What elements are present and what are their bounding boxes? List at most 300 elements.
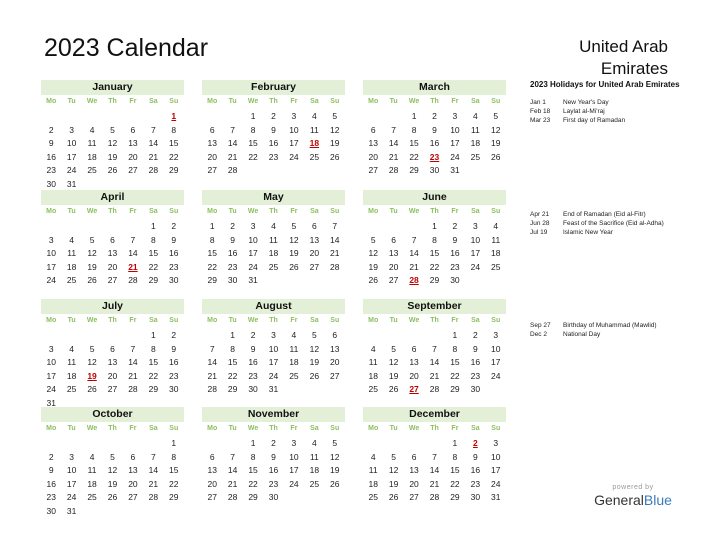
day-cell: 18 — [268, 248, 279, 258]
day-cell: 15 — [409, 138, 419, 148]
empty-cell — [102, 437, 122, 451]
day-cell: 30 — [248, 384, 258, 394]
weekday-label: Mo — [368, 208, 379, 215]
weekday-header — [41, 425, 184, 435]
day-cell: 9 — [230, 234, 235, 245]
day-cell: 2 — [48, 451, 54, 462]
day-cell: 15 — [227, 357, 238, 367]
day-cell: 16 — [46, 151, 56, 162]
day-cell: 8 — [150, 234, 156, 245]
day-cell: 8 — [171, 451, 177, 462]
month-name: October — [41, 407, 184, 422]
day-cell: 31 — [46, 397, 56, 408]
weekday-label: Su — [169, 317, 179, 324]
month-name: November — [202, 407, 345, 422]
day-cell: 11 — [368, 357, 378, 367]
weekday-label: Sa — [471, 208, 480, 215]
day-cell: 11 — [491, 234, 501, 245]
day-cell: 27 — [409, 492, 419, 502]
weekday-label: Mo — [46, 98, 57, 105]
day-cell: 20 — [330, 357, 340, 367]
day-cell: 6 — [209, 451, 215, 462]
day-cell: 10 — [470, 234, 481, 245]
empty-cell — [102, 329, 122, 343]
day-cell: 7 — [230, 124, 235, 135]
day-cell: 27 — [107, 384, 118, 394]
weekday-label: We — [247, 425, 259, 432]
day-cell: 27 — [207, 165, 217, 175]
day-cell: 15 — [169, 138, 179, 148]
day-cell: 31 — [450, 165, 460, 175]
day-cell: 25 — [309, 151, 320, 162]
month-11 — [363, 407, 506, 505]
day-cell: 24 — [268, 370, 279, 381]
weekday-label: Fr — [129, 98, 137, 105]
day-cell: 11 — [87, 138, 97, 148]
empty-cell — [82, 220, 102, 234]
day-cell: 24 — [289, 151, 299, 162]
month-name: July — [41, 299, 184, 314]
empty-cell — [82, 110, 102, 124]
day-cell: 15 — [248, 465, 258, 475]
day-cell: 11 — [470, 124, 480, 135]
day-cell: 29 — [227, 384, 238, 394]
day-cell: 26 — [107, 492, 118, 502]
day-cell: 31 — [66, 505, 77, 516]
empty-cell — [143, 437, 163, 451]
weekday-label: We — [408, 317, 420, 324]
weekday-label: Th — [269, 425, 278, 432]
day-cell: 27 — [388, 275, 399, 285]
day-cell: 2 — [432, 111, 437, 121]
holiday-day-cell: 18 — [309, 138, 320, 148]
day-cell: 20 — [128, 151, 138, 162]
day-cell: 18 — [309, 465, 320, 475]
empty-cell — [143, 110, 163, 124]
day-cell: 10 — [289, 124, 299, 135]
day-cell: 26 — [330, 151, 340, 162]
weekday-label: Su — [330, 317, 340, 324]
day-cell: 15 — [429, 248, 440, 258]
day-cell: 26 — [87, 384, 97, 394]
day-cell: 14 — [388, 138, 399, 148]
day-cell: 14 — [128, 357, 138, 367]
day-cell: 12 — [87, 248, 97, 258]
day-cell: 29 — [148, 275, 159, 285]
day-cell: 24 — [66, 492, 77, 502]
day-cell: 4 — [370, 343, 376, 354]
month-8 — [363, 299, 506, 397]
month-7 — [202, 299, 345, 397]
day-cell: 27 — [107, 275, 118, 285]
day-cell: 5 — [332, 111, 338, 121]
day-cell: 31 — [268, 384, 279, 394]
day-cell: 6 — [411, 343, 417, 354]
holiday-date: Sep 27 — [530, 322, 551, 329]
day-cell: 23 — [470, 478, 481, 489]
day-cell: 6 — [110, 234, 115, 245]
day-cell: 17 — [470, 248, 481, 258]
day-cell: 8 — [250, 124, 256, 135]
day-cell: 23 — [46, 165, 56, 175]
day-cell: 9 — [432, 124, 437, 135]
weekday-label: Sa — [149, 208, 158, 215]
weekday-label: Fr — [451, 317, 459, 324]
day-cell: 30 — [470, 384, 481, 394]
weekday-label: Tu — [389, 98, 398, 105]
day-cell: 22 — [169, 478, 179, 489]
day-cell: 9 — [271, 451, 276, 462]
weekday-label: Fr — [451, 425, 459, 432]
weekday-label: We — [247, 208, 259, 215]
day-cell: 15 — [450, 465, 460, 475]
holiday-day-cell: 1 — [171, 111, 177, 121]
weekday-label: Sa — [310, 317, 319, 324]
day-cell: 28 — [128, 275, 138, 285]
day-cell: 23 — [470, 370, 481, 381]
day-cell: 9 — [171, 343, 177, 354]
day-cell: 14 — [409, 248, 419, 258]
weekday-label: Sa — [471, 98, 480, 105]
day-cell: 1 — [452, 438, 458, 448]
day-grid — [363, 437, 506, 505]
empty-cell — [202, 110, 222, 124]
weekday-label: Su — [169, 208, 179, 215]
day-cell: 14 — [148, 138, 159, 148]
day-cell: 25 — [470, 151, 481, 162]
holiday-name: First day of Ramadan — [563, 117, 626, 124]
day-cell: 24 — [491, 370, 501, 381]
day-cell: 13 — [128, 465, 138, 475]
day-cell: 18 — [491, 248, 501, 258]
day-cell: 9 — [472, 451, 478, 462]
day-cell: 15 — [450, 357, 460, 367]
day-cell: 24 — [248, 261, 258, 272]
month-0 — [41, 80, 184, 191]
day-cell: 3 — [69, 124, 74, 135]
day-cell: 18 — [87, 478, 97, 489]
empty-cell — [82, 437, 102, 451]
day-grid — [202, 329, 345, 397]
day-cell: 24 — [46, 384, 56, 394]
weekday-label: Tu — [228, 98, 237, 105]
weekday-label: Sa — [310, 425, 319, 432]
day-cell: 17 — [66, 151, 77, 162]
day-cell: 17 — [289, 138, 299, 148]
day-cell: 6 — [332, 330, 338, 340]
day-cell: 20 — [309, 248, 320, 258]
day-cell: 8 — [209, 234, 215, 245]
day-cell: 3 — [291, 438, 297, 448]
powered-by-text: powered by — [612, 484, 654, 491]
day-cell: 7 — [150, 451, 156, 462]
day-cell: 11 — [269, 234, 278, 245]
day-cell: 29 — [450, 384, 460, 394]
day-cell: 4 — [493, 221, 499, 231]
weekday-label: Sa — [149, 317, 158, 324]
day-cell: 25 — [268, 261, 279, 272]
day-cell: 5 — [311, 330, 317, 340]
weekday-label: Su — [491, 317, 501, 324]
day-cell: 4 — [271, 221, 276, 231]
day-cell: 9 — [452, 234, 458, 245]
day-cell: 9 — [171, 234, 177, 245]
day-cell: 17 — [268, 357, 279, 367]
day-cell: 26 — [388, 384, 399, 394]
empty-cell — [404, 220, 424, 234]
day-cell: 26 — [368, 275, 378, 285]
day-cell: 13 — [330, 343, 340, 354]
holiday-name: Islamic New Year — [563, 229, 613, 236]
day-cell: 3 — [250, 221, 256, 231]
day-cell: 2 — [171, 330, 177, 340]
day-cell: 4 — [472, 111, 478, 121]
day-cell: 13 — [409, 357, 419, 367]
day-cell: 26 — [309, 370, 320, 381]
weekday-label: Mo — [207, 425, 218, 432]
empty-cell — [222, 110, 242, 124]
day-cell: 14 — [429, 357, 440, 367]
weekday-label: Fr — [290, 98, 298, 105]
day-cell: 25 — [66, 384, 77, 394]
day-cell: 12 — [330, 124, 340, 135]
weekday-label: Th — [108, 425, 117, 432]
day-cell: 29 — [248, 492, 258, 502]
holidays-heading: 2023 Holidays for United Arab Emirates — [530, 80, 680, 89]
day-cell: 19 — [388, 370, 399, 381]
day-cell: 4 — [69, 234, 74, 245]
day-cell: 18 — [368, 370, 378, 381]
weekday-label: Th — [430, 425, 439, 432]
day-cell: 17 — [46, 261, 56, 272]
day-cell: 21 — [148, 151, 159, 162]
day-cell: 2 — [452, 221, 458, 231]
weekday-label: We — [408, 98, 420, 105]
brand-name — [588, 492, 678, 508]
day-cell: 19 — [368, 261, 378, 272]
holiday-date: Dec 2 — [530, 331, 547, 338]
day-cell: 25 — [87, 492, 97, 502]
day-cell: 24 — [491, 478, 501, 489]
holiday-name: New Year's Day — [563, 99, 609, 106]
day-cell: 30 — [46, 178, 56, 189]
empty-cell — [363, 329, 383, 343]
day-cell: 12 — [330, 451, 340, 462]
day-cell: 29 — [148, 384, 159, 394]
month-name: September — [363, 299, 506, 314]
day-cell: 7 — [411, 234, 417, 245]
day-cell: 25 — [368, 492, 378, 502]
weekday-label: Sa — [149, 98, 158, 105]
weekday-header — [363, 317, 506, 327]
weekday-label: Su — [330, 98, 340, 105]
day-cell: 25 — [309, 478, 320, 489]
day-cell: 1 — [209, 221, 215, 231]
day-cell: 16 — [450, 248, 460, 258]
empty-cell — [102, 110, 122, 124]
day-cell: 12 — [368, 248, 378, 258]
day-cell: 28 — [429, 492, 440, 502]
day-cell: 22 — [409, 151, 419, 162]
day-cell: 3 — [48, 343, 54, 354]
day-cell: 21 — [409, 261, 419, 272]
holiday-name: Birthday of Muhammad (Mawlid) — [563, 322, 657, 329]
weekday-header — [41, 98, 184, 108]
day-cell: 12 — [87, 357, 97, 367]
holiday-date: Feb 18 — [530, 108, 551, 115]
day-cell: 29 — [169, 165, 179, 175]
empty-cell — [102, 220, 122, 234]
month-6 — [41, 299, 184, 410]
day-cell: 18 — [66, 370, 77, 381]
day-cell: 15 — [169, 465, 179, 475]
weekday-label: Tu — [67, 98, 76, 105]
month-name: February — [202, 80, 345, 95]
weekday-label: Tu — [389, 208, 398, 215]
day-cell: 7 — [432, 343, 437, 354]
day-cell: 6 — [370, 124, 376, 135]
weekday-label: We — [247, 317, 259, 324]
weekday-header — [363, 208, 506, 218]
month-4 — [202, 190, 345, 288]
day-cell: 25 — [289, 370, 299, 381]
day-cell: 6 — [411, 451, 417, 462]
day-cell: 16 — [429, 138, 440, 148]
weekday-label: We — [408, 425, 420, 432]
holiday-item — [530, 219, 664, 228]
weekday-label: Sa — [310, 208, 319, 215]
empty-cell — [404, 329, 424, 343]
day-cell: 19 — [107, 151, 118, 162]
day-cell: 12 — [107, 138, 118, 148]
day-cell: 30 — [46, 505, 56, 516]
day-cell: 7 — [150, 124, 156, 135]
empty-cell — [123, 329, 143, 343]
weekday-header — [202, 98, 345, 108]
day-cell: 13 — [368, 138, 378, 148]
day-cell: 28 — [148, 492, 159, 502]
month-name: April — [41, 190, 184, 205]
day-cell: 28 — [227, 492, 238, 502]
day-cell: 27 — [128, 165, 138, 175]
day-cell: 7 — [391, 124, 396, 135]
day-cell: 15 — [207, 248, 217, 258]
weekday-label: We — [86, 425, 98, 432]
day-cell: 20 — [107, 370, 118, 381]
day-cell: 31 — [491, 492, 501, 502]
day-cell: 13 — [107, 248, 118, 258]
day-cell: 13 — [128, 138, 138, 148]
weekday-label: Mo — [207, 208, 218, 215]
month-5 — [363, 190, 506, 288]
day-cell: 13 — [207, 465, 217, 475]
day-cell: 17 — [491, 357, 501, 367]
day-cell: 3 — [69, 451, 74, 462]
holiday-date: Jul 19 — [530, 229, 548, 236]
day-cell: 4 — [311, 438, 317, 448]
day-cell: 6 — [130, 124, 136, 135]
day-cell: 10 — [66, 138, 77, 148]
day-cell: 30 — [429, 165, 440, 175]
day-cell: 30 — [470, 492, 481, 502]
day-cell: 22 — [429, 261, 440, 272]
day-cell: 20 — [409, 370, 419, 381]
day-cell: 28 — [388, 165, 399, 175]
day-grid — [41, 220, 184, 288]
weekday-label: Th — [108, 317, 117, 324]
day-cell: 29 — [429, 275, 440, 285]
day-cell: 4 — [89, 451, 95, 462]
day-cell: 7 — [332, 221, 338, 231]
day-cell: 1 — [250, 111, 256, 121]
day-cell: 17 — [66, 478, 77, 489]
day-cell: 1 — [150, 221, 156, 231]
weekday-label: Th — [430, 98, 439, 105]
weekday-header — [41, 317, 184, 327]
holiday-list — [530, 98, 625, 125]
day-cell: 24 — [66, 165, 77, 175]
day-cell: 30 — [227, 275, 238, 285]
day-cell: 5 — [391, 343, 396, 354]
holiday-date: Jan 1 — [530, 99, 546, 106]
weekday-label: Tu — [67, 425, 76, 432]
weekday-label: Su — [491, 208, 501, 215]
day-cell: 7 — [230, 451, 235, 462]
day-cell: 23 — [268, 478, 279, 489]
empty-cell — [424, 329, 444, 343]
day-cell: 24 — [450, 151, 460, 162]
day-cell: 1 — [230, 330, 235, 340]
day-cell: 17 — [450, 138, 460, 148]
day-cell: 28 — [227, 165, 238, 175]
holiday-day-cell: 19 — [87, 370, 97, 381]
day-cell: 14 — [227, 138, 238, 148]
day-cell: 12 — [491, 124, 501, 135]
day-cell: 13 — [107, 357, 118, 367]
brand-logo[interactable] — [588, 484, 678, 508]
day-cell: 10 — [450, 124, 460, 135]
empty-cell — [383, 110, 403, 124]
day-cell: 12 — [388, 465, 399, 475]
day-cell: 3 — [271, 330, 276, 340]
day-cell: 12 — [388, 357, 399, 367]
day-cell: 7 — [130, 343, 136, 354]
day-cell: 16 — [268, 138, 279, 148]
brand-name-general: General — [594, 492, 644, 508]
day-cell: 4 — [311, 111, 317, 121]
empty-cell — [202, 437, 222, 451]
day-cell: 5 — [89, 343, 95, 354]
day-cell: 19 — [289, 248, 299, 258]
day-cell: 16 — [248, 357, 258, 367]
day-cell: 3 — [291, 111, 297, 121]
day-cell: 16 — [46, 478, 56, 489]
day-cell: 8 — [411, 124, 417, 135]
weekday-header — [363, 98, 506, 108]
day-cell: 25 — [66, 275, 77, 285]
weekday-label: Tu — [389, 317, 398, 324]
empty-cell — [41, 437, 61, 451]
day-cell: 5 — [291, 221, 297, 231]
weekday-label: We — [86, 98, 98, 105]
day-cell: 22 — [248, 478, 258, 489]
day-cell: 5 — [89, 234, 95, 245]
day-cell: 2 — [250, 330, 256, 340]
day-cell: 23 — [450, 261, 460, 272]
empty-cell — [123, 437, 143, 451]
day-cell: 5 — [110, 124, 115, 135]
day-grid — [41, 110, 184, 191]
